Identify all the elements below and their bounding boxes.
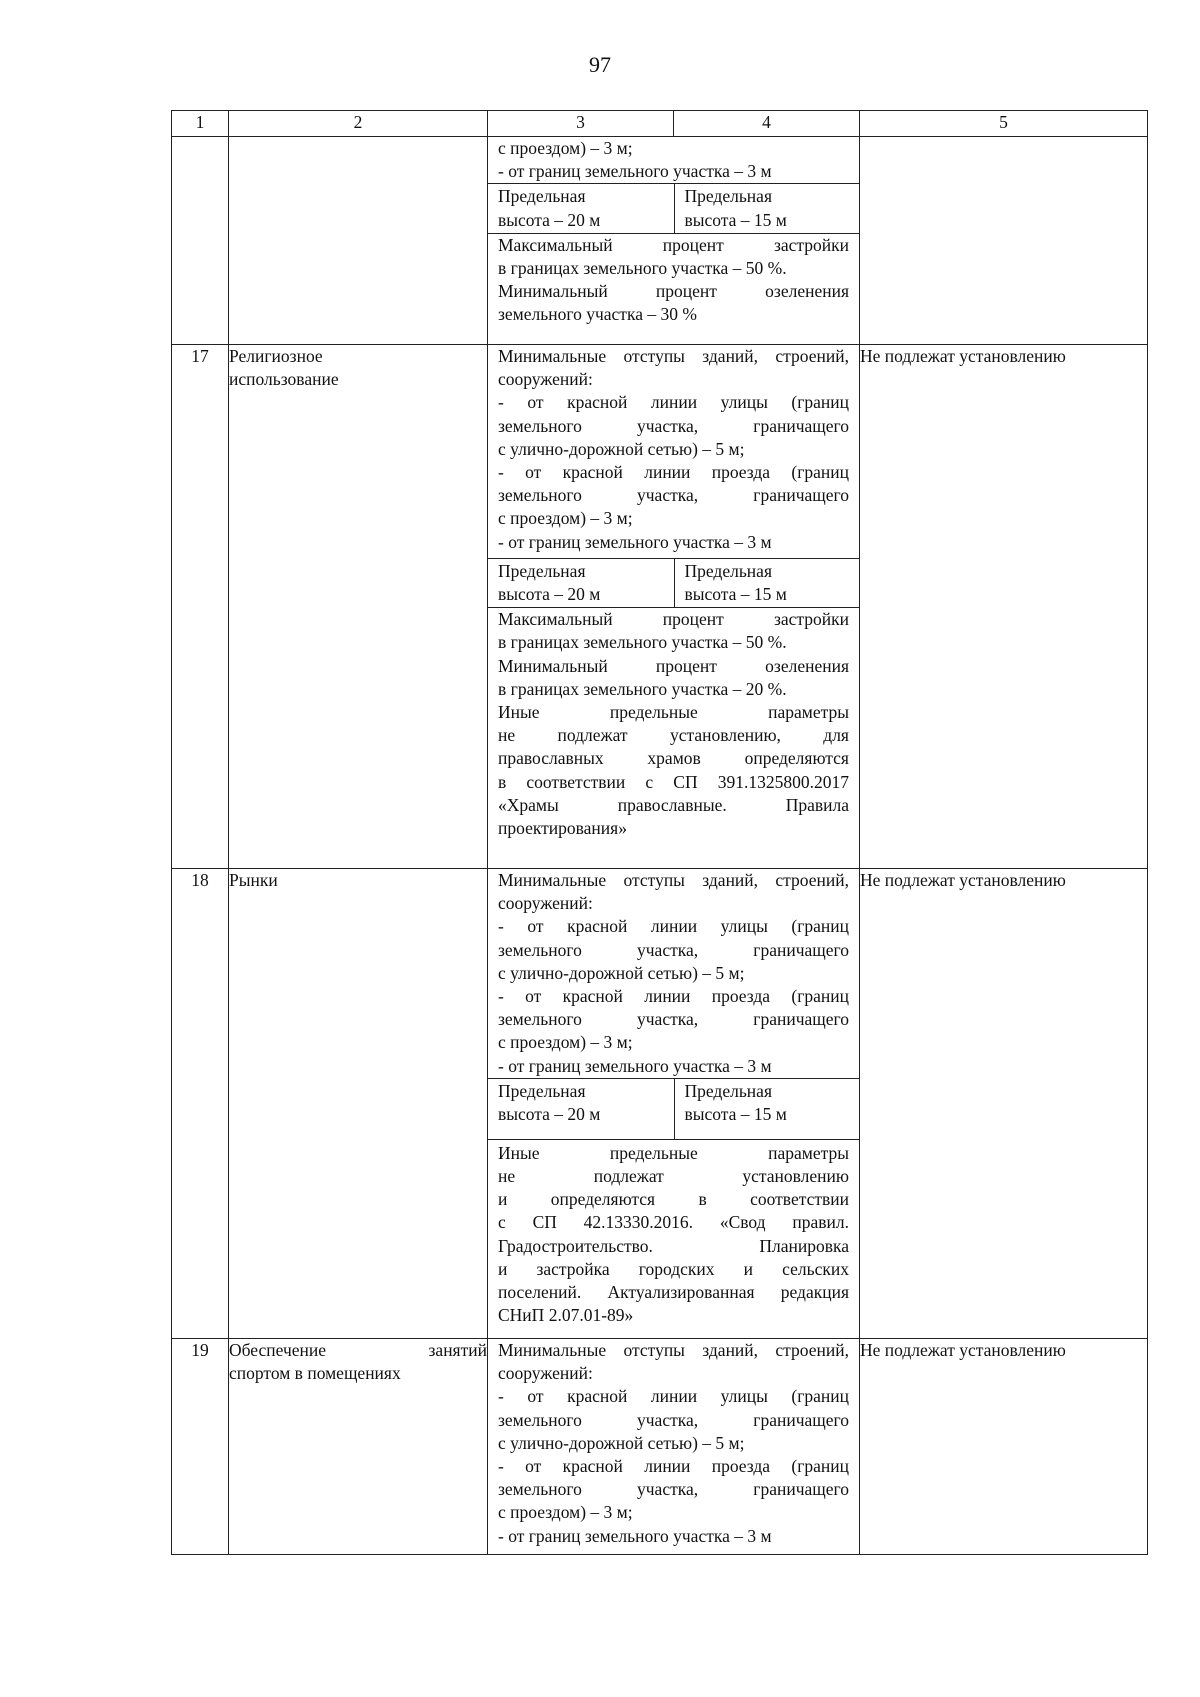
text-line: Предельная <box>498 186 586 207</box>
row-name <box>229 869 488 1339</box>
row-col5 <box>860 137 1148 345</box>
row-number: 18 <box>172 869 229 1339</box>
text-line: Предельная <box>684 1080 772 1101</box>
text-line: не подлежат установлению <box>498 1166 849 1187</box>
text-line: высота – 15 м <box>684 209 787 230</box>
text-line: Религиозное <box>229 346 323 366</box>
params-block <box>488 608 859 840</box>
text-line: Рынки <box>229 870 278 890</box>
text-line: и определяются в соответствии <box>498 1189 849 1210</box>
text-line: высота – 15 м <box>684 584 787 605</box>
text-line: Максимальный процент застройки <box>498 609 849 630</box>
text-line: «Храмы православные. Правила <box>498 794 849 815</box>
text-line: с улично-дорожной сетью) – 5 м; <box>498 438 745 459</box>
text-line: с проездом) – 3 м; <box>498 138 633 158</box>
text-line: земельного участка, граничащего <box>498 1009 849 1030</box>
table-row <box>172 869 1148 1339</box>
row-parameters <box>488 137 860 345</box>
text-line: - от границ земельного участка – 3 м <box>498 161 772 182</box>
text-line: земельного участка, граничащего <box>498 1409 849 1430</box>
row-parameters <box>488 345 860 869</box>
table-row <box>172 137 1148 345</box>
text-line: Иные предельные параметры <box>498 1142 849 1163</box>
text-line: высота – 20 м <box>498 1104 601 1125</box>
text-line: и застройка городских и сельских <box>498 1258 849 1279</box>
row-col5: Не подлежат установлению <box>860 345 1148 869</box>
text-line: использование <box>229 369 339 390</box>
text-line: - от красной линии проезда (границ <box>498 462 849 483</box>
offsets-block <box>488 1339 859 1548</box>
header-cell-5: 5 <box>860 111 1148 137</box>
params-block <box>488 1140 859 1328</box>
text-line: - от границ земельного участка – 3 м <box>498 1525 772 1546</box>
height-limit-right <box>674 559 860 607</box>
row-parameters <box>488 869 860 1339</box>
text-line: СНиП 2.07.01-89» <box>498 1305 634 1326</box>
text-line: Минимальные отступы зданий, строений, <box>498 870 849 890</box>
height-limit-right <box>674 184 860 232</box>
text-line: с улично-дорожной сетью) – 5 м; <box>498 962 745 983</box>
text-line: с проездом) – 3 м; <box>498 508 633 529</box>
text-line: Максимальный процент застройки <box>498 234 849 255</box>
text-line: Предельная <box>684 560 772 581</box>
header-cell-1: 1 <box>172 111 229 137</box>
height-limits <box>488 183 859 233</box>
offsets-block <box>488 869 859 1078</box>
text-line: с проездом) – 3 м; <box>498 1032 633 1053</box>
height-limits <box>488 558 859 608</box>
text-line: православных храмов определяются <box>498 748 849 769</box>
text-line: высота – 20 м <box>498 584 601 605</box>
text-line: проектирования» <box>498 818 627 839</box>
params-block <box>488 234 859 327</box>
text-line: в границах земельного участка – 50 %. <box>498 258 787 279</box>
text-line: спортом в помещениях <box>229 1363 401 1384</box>
row-number: 17 <box>172 345 229 869</box>
text-line: - от красной линии проезда (границ <box>498 1456 849 1477</box>
text-line: Минимальный процент озеленения <box>498 281 849 302</box>
row-name <box>229 1339 488 1555</box>
text-line: Иные предельные параметры <box>498 702 849 723</box>
height-limits <box>488 1078 859 1140</box>
text-line: Минимальные отступы зданий, строений, <box>498 346 849 366</box>
height-limit-left <box>488 559 674 607</box>
page-number: 97 <box>589 52 611 77</box>
text-line: высота – 20 м <box>498 209 601 230</box>
text-line: Обеспечение занятий <box>229 1340 487 1360</box>
table-row <box>172 1339 1148 1555</box>
header-cell-3: 3 <box>488 111 674 137</box>
header-row <box>172 111 1148 137</box>
text-line: - от красной линии улицы (границ <box>498 392 849 413</box>
height-limit-left <box>488 1079 674 1139</box>
text-line: сооружений: <box>498 893 593 914</box>
height-limit-right <box>674 1079 860 1139</box>
regulations-table <box>171 110 1148 1555</box>
text-line: Предельная <box>684 186 772 207</box>
row-name <box>229 137 488 345</box>
text-line: - от красной линии улицы (границ <box>498 1386 849 1407</box>
text-line: - от красной линии проезда (границ <box>498 986 849 1007</box>
text-line: не подлежат установлению, для <box>498 725 849 746</box>
text-line: Минимальные отступы зданий, строений, <box>498 1340 849 1360</box>
text-line: в границах земельного участка – 50 %. <box>498 632 787 653</box>
text-line: земельного участка, граничащего <box>498 939 849 960</box>
text-line: земельного участка, граничащего <box>498 485 849 506</box>
text-line: - от границ земельного участка – 3 м <box>498 531 772 552</box>
text-line: с проездом) – 3 м; <box>498 1502 633 1523</box>
text-line: - от красной линии улицы (границ <box>498 916 849 937</box>
row-number <box>172 137 229 345</box>
row-col5: Не подлежат установлению <box>860 869 1148 1339</box>
text-line: земельного участка, граничащего <box>498 415 849 436</box>
text-line: с улично-дорожной сетью) – 5 м; <box>498 1432 745 1453</box>
text-line: сооружений: <box>498 369 593 390</box>
text-line: сооружений: <box>498 1363 593 1384</box>
text-line: земельного участка – 30 % <box>498 304 697 325</box>
text-line: с СП 42.13330.2016. «Свод правил. <box>498 1212 849 1233</box>
text-line: Градостроительство. Планировка <box>498 1235 849 1256</box>
text-line: в соответствии с СП 391.1325800.2017 <box>498 771 849 792</box>
text-line: в границах земельного участка – 20 %. <box>498 678 787 699</box>
height-limit-left <box>488 184 674 232</box>
text-line: Предельная <box>498 560 586 581</box>
row-name <box>229 345 488 869</box>
row-number: 19 <box>172 1339 229 1555</box>
table-row <box>172 345 1148 869</box>
text-line: поселений. Актуализированная редакция <box>498 1282 849 1303</box>
row-col5: Не подлежат установлению <box>860 1339 1148 1555</box>
header-cell-2: 2 <box>229 111 488 137</box>
header-cell-4: 4 <box>674 111 860 137</box>
offsets-block <box>488 345 859 558</box>
text-line: - от границ земельного участка – 3 м <box>498 1055 772 1076</box>
text-line: высота – 15 м <box>684 1104 787 1125</box>
text-line: Минимальный процент озеленения <box>498 655 849 676</box>
text-line: земельного участка, граничащего <box>498 1479 849 1500</box>
row-parameters <box>488 1339 860 1555</box>
text-line: Предельная <box>498 1080 586 1101</box>
offsets-block <box>488 137 859 183</box>
